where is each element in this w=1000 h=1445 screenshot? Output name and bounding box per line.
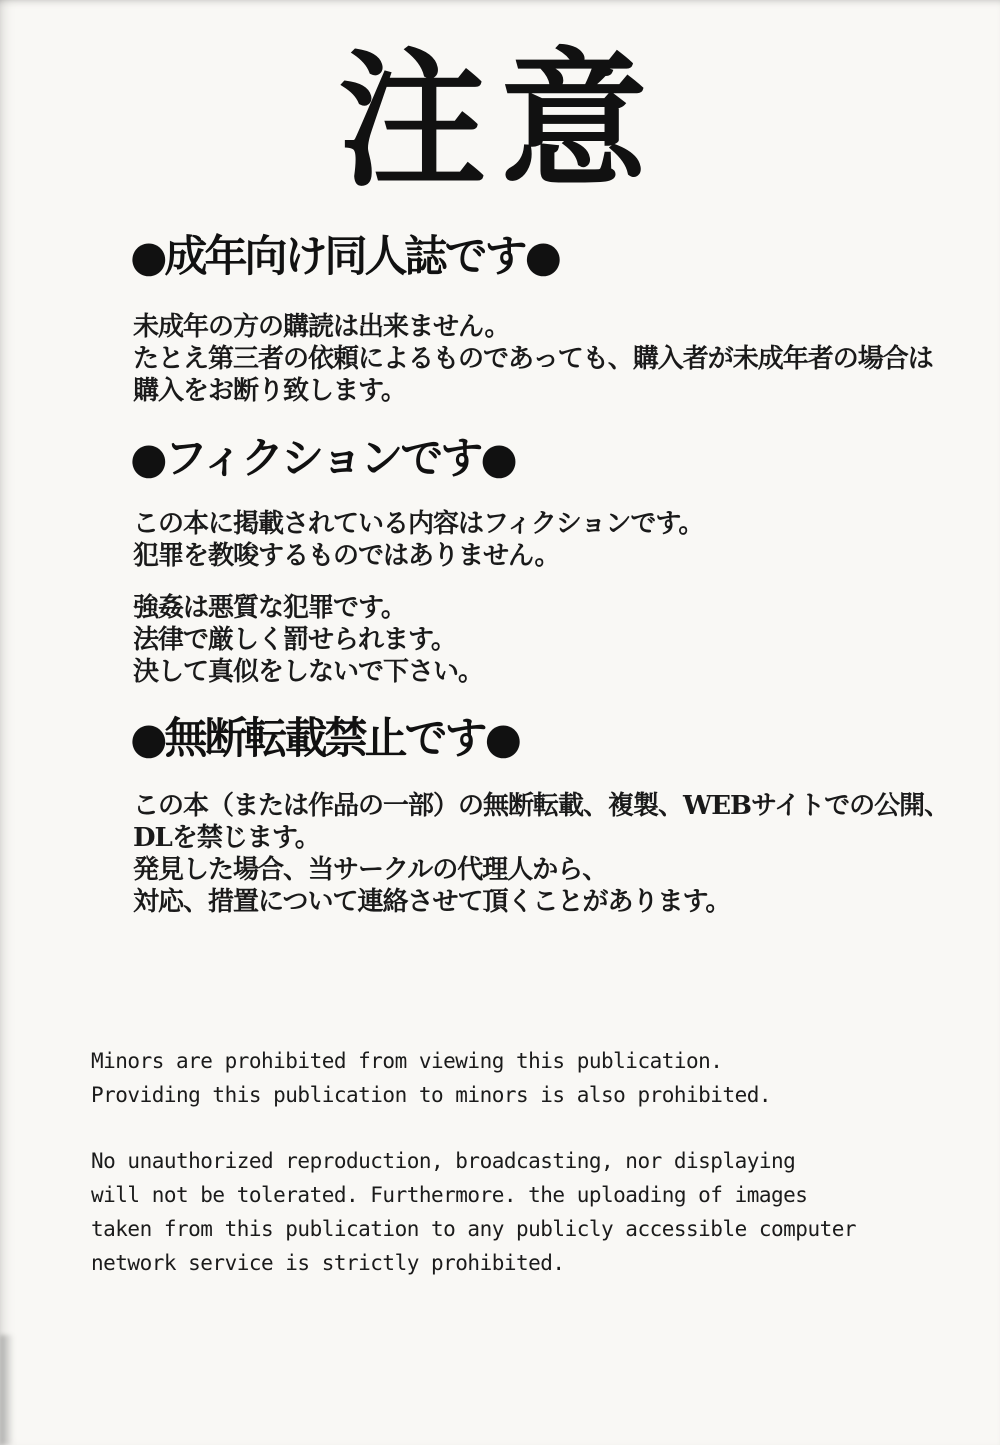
section-heading-fiction: ●フィクションです● <box>130 434 515 484</box>
text-line: Providing this publication to minors is also prohibited. <box>91 1083 772 1107</box>
paragraph-crime-warning <box>133 592 483 688</box>
text-line: Minors are prohibited from viewing this publication. <box>91 1049 723 1073</box>
text-line: No unauthorized reproduction, broadcasting, nor displaying <box>91 1149 796 1173</box>
text-line: network service is strictly prohibited. <box>91 1251 565 1275</box>
text-line: 購入をお断り致します。 <box>133 376 406 406</box>
paragraph-no-reproduction <box>133 790 949 918</box>
page-title: 注意 <box>338 35 662 207</box>
text-line: 発見した場合、当サークルの代理人から、 <box>133 855 608 885</box>
text-line: 法律で厳しく罰せられます。 <box>133 625 456 655</box>
text-line: 犯罪を教唆するものではありません。 <box>133 541 560 571</box>
text-line: この本（または作品の一部）の無断転載、複製、WEBサイトでの公開、 <box>133 791 950 821</box>
scan-edge-smudge <box>0 1335 14 1445</box>
english-paragraph-minors <box>91 1044 771 1112</box>
text-line: 対応、措置について連絡させて頂くことがあります。 <box>133 887 731 917</box>
text-line: taken from this publication to any publicly accessible computer <box>91 1217 857 1241</box>
text-line: will not be tolerated. Furthermore. the uploading of images <box>91 1183 808 1207</box>
text-line: 決して真似をしないで下さい。 <box>133 657 484 687</box>
paragraph-adult-only <box>133 311 933 407</box>
section-heading-adult-only: ●成年向け同人誌です● <box>130 232 560 282</box>
text-line: この本に掲載されている内容はフィクションです。 <box>133 509 704 539</box>
english-paragraph-no-reproduction <box>91 1144 856 1280</box>
text-line: 未成年の方の購読は出来ません。 <box>133 312 510 342</box>
section-heading-no-reproduction: ●無断転載禁止です● <box>130 714 520 764</box>
text-line: たとえ第三者の依頼によるものであっても、購入者が未成年者の場合は <box>133 344 933 374</box>
text-line: DLを禁じます。 <box>133 823 320 853</box>
text-line: 強姦は悪質な犯罪です。 <box>133 593 406 623</box>
paragraph-fiction <box>133 508 703 572</box>
